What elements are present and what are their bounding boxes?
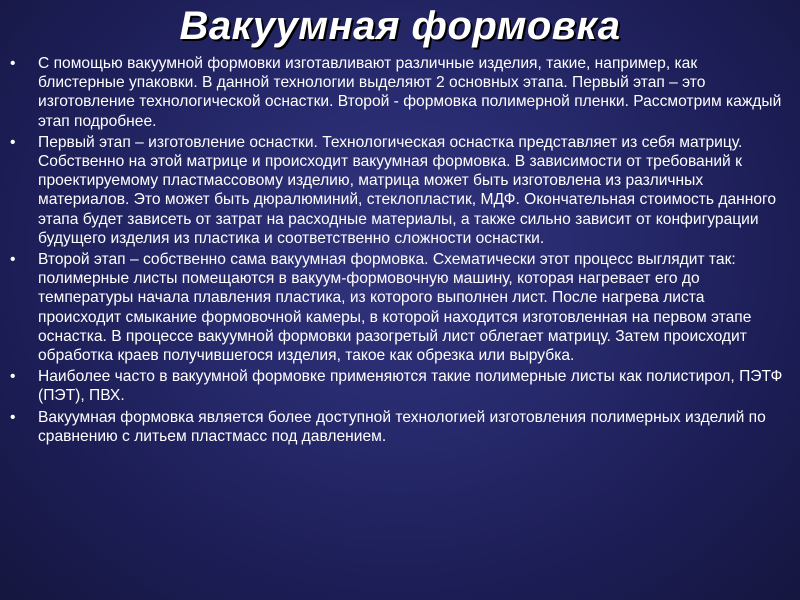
bullet-dot-icon: • bbox=[10, 368, 16, 386]
bullet-text: С помощью вакуумной формовки изготавливают различные изделия, такие, например, как блистерные упаковки. В данной технологии выделяют 2 основных этапа. Первый этап – это изготовление технологической оснастки. Второй - формовка полимерной пленки. Рассмотрим каждый этап подробнее. bbox=[38, 55, 782, 130]
bullet-item-3 bbox=[10, 250, 788, 365]
bullet-dot-icon: • bbox=[10, 408, 16, 426]
bullet-text: Второй этап – собственно сама вакуумная формовка. Схематически этот процесс выглядит так: полимерные листы помещаются в вакуум-формовочную машину, которая нагревает его до температуры начала плавления пластика, из которого выполнен лист. После нагрева листа происходит смыкание формовочной камеры, в которой находится изготовленная на первом этапе оснастка. В процессе вакуумной формовки разогретый лист облегает матрицу. Затем происходит обработка краев получившегося изделия, такое как обрезка или вырубка. bbox=[38, 251, 752, 365]
bullet-dot-icon: • bbox=[10, 251, 16, 269]
bullet-list bbox=[10, 54, 788, 448]
bullet-item-5 bbox=[10, 408, 788, 446]
bullet-item-2 bbox=[10, 133, 788, 248]
bullet-text: Вакуумная формовка является более доступной технологией изготовления полимерных изделий по сравнению с литьем пластмасс под давлением. bbox=[38, 408, 766, 445]
bullet-dot-icon: • bbox=[10, 133, 16, 151]
bullet-text: Наиболее часто в вакуумной формовке применяются такие полимерные листы как полистирол, ПЭТФ (ПЭТ), ПВХ. bbox=[38, 368, 783, 405]
bullet-item-1 bbox=[10, 54, 788, 131]
bullet-item-4 bbox=[10, 367, 788, 405]
bullet-text: Первый этап – изготовление оснастки. Технологическая оснастка представляет из себя матрицу. Собственно на этой матрице и происходит вакуумная формовка. В зависимости от требований к проектируемому пластмассовому изделию, матрица может быть изготовлена из различных материалов. Это может быть дюралюминий, стеклопластик, МДФ. Окончательная стоимость данного этапа будет зависеть от затрат на расходные материалы, а также сильно зависит от конфигурации будущего изделия из пластика и соответственно сложности оснастки. bbox=[38, 133, 777, 247]
bullet-dot-icon: • bbox=[10, 55, 16, 72]
slide-title: Вакуумная формовка bbox=[179, 4, 621, 48]
